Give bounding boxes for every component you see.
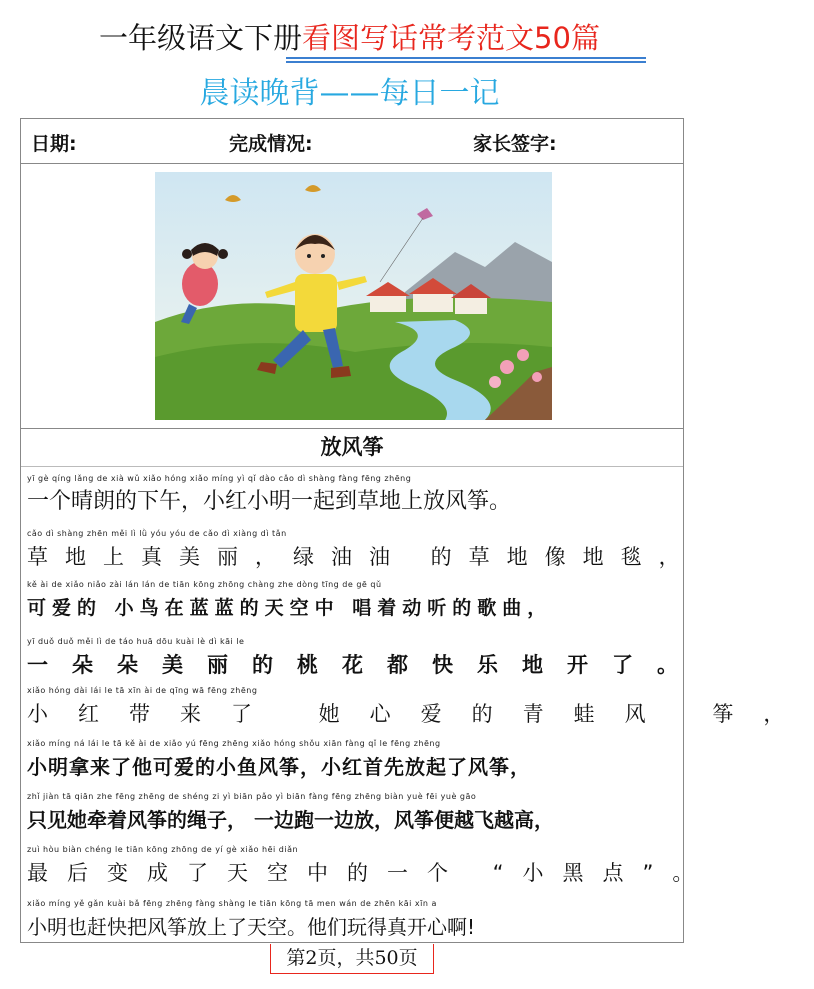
- date-label: 日期:: [31, 133, 77, 155]
- page-indicator: 第2页，共50页: [270, 944, 434, 974]
- pinyin-line: xiǎo hóng dài lái le tā xīn ài de qīng wā fēng zhēng: [27, 686, 258, 695]
- completion-label: 完成情况:: [229, 133, 313, 155]
- form-header-row: [21, 119, 683, 164]
- hanzi-line: 可爱的 小鸟在蓝蓝的天空中 唱着动听的歌曲，: [27, 597, 553, 619]
- pinyin-line: cǎo dì shàng zhēn měi lì lǜ yóu yóu de cǎo dì xiàng dì tǎn: [27, 529, 287, 538]
- hanzi-line: 小红带来了 她心爱的青蛙风 筝，: [27, 702, 814, 726]
- story-title: 放风筝: [21, 428, 683, 467]
- title-red: 看图写话常考范文50篇: [302, 21, 600, 55]
- hanzi-line: 草地上真美丽，绿油油 的草地像地毯，: [27, 545, 697, 569]
- pinyin-line: xiǎo míng ná lái le tā kě ài de xiǎo yú fēng zhēng xiǎo hóng shǒu xiān fàng qǐ le fēng zhēng: [27, 739, 441, 748]
- pinyin-line: xiǎo míng yě gǎn kuài bǎ fēng zhēng fàng shàng le tiān kōng tā men wán de zhēn kāi xīn a: [27, 899, 437, 908]
- page-title: [0, 18, 699, 58]
- parent-signature-label: 家长签字:: [473, 133, 557, 155]
- pinyin-line: zhǐ jiàn tā qiān zhe fēng zhēng de shéng zi yì biān pǎo yì biān fàng fēng zhēng biàn yuè fēi yuè gāo: [27, 792, 477, 801]
- pinyin-line: yī duǒ duǒ měi lì de táo huā dōu kuài lè dì kāi le: [27, 637, 245, 646]
- title-black: 一年级语文下册: [99, 21, 303, 55]
- hanzi-line: 小明拿来了他可爱的小鱼风筝，小红首先放起了风筝，: [27, 755, 531, 779]
- hanzi-line: 最后变成了天空中的一个 “小黑点”。: [27, 861, 713, 885]
- hanzi-line: 只见她牵着风筝的绳子， 一边跑一边放，风筝便越飞越高，: [27, 808, 554, 832]
- pinyin-line: kě ài de xiǎo niǎo zài lán lán de tiān kōng zhōng chàng zhe dòng tīng de gē qǔ: [27, 580, 382, 589]
- worksheet-box: [20, 118, 814, 943]
- pinyin-line: yī gè qíng lǎng de xià wǔ xiǎo hóng xiǎo míng yì qǐ dào cǎo dì shàng fàng fēng zhēng: [27, 474, 412, 483]
- hanzi-line: 小明也赶快把风筝放上了天空。他们玩得真开心啊!: [27, 915, 476, 939]
- kite-flying-illustration: [155, 172, 552, 420]
- title-underline: [286, 57, 646, 65]
- hanzi-line: 一朵朵美丽的桃花都快乐地开了。: [27, 653, 702, 677]
- pinyin-line: zuì hòu biàn chéng le tiān kōng zhōng de yí gè xiǎo hēi diǎn: [27, 845, 299, 854]
- hanzi-line: 一个晴朗的下午，小红小明一起到草地上放风筝。: [27, 489, 512, 514]
- illustration-cell: [21, 163, 683, 429]
- subtitle: 晨读晚背——每日一记: [199, 76, 500, 111]
